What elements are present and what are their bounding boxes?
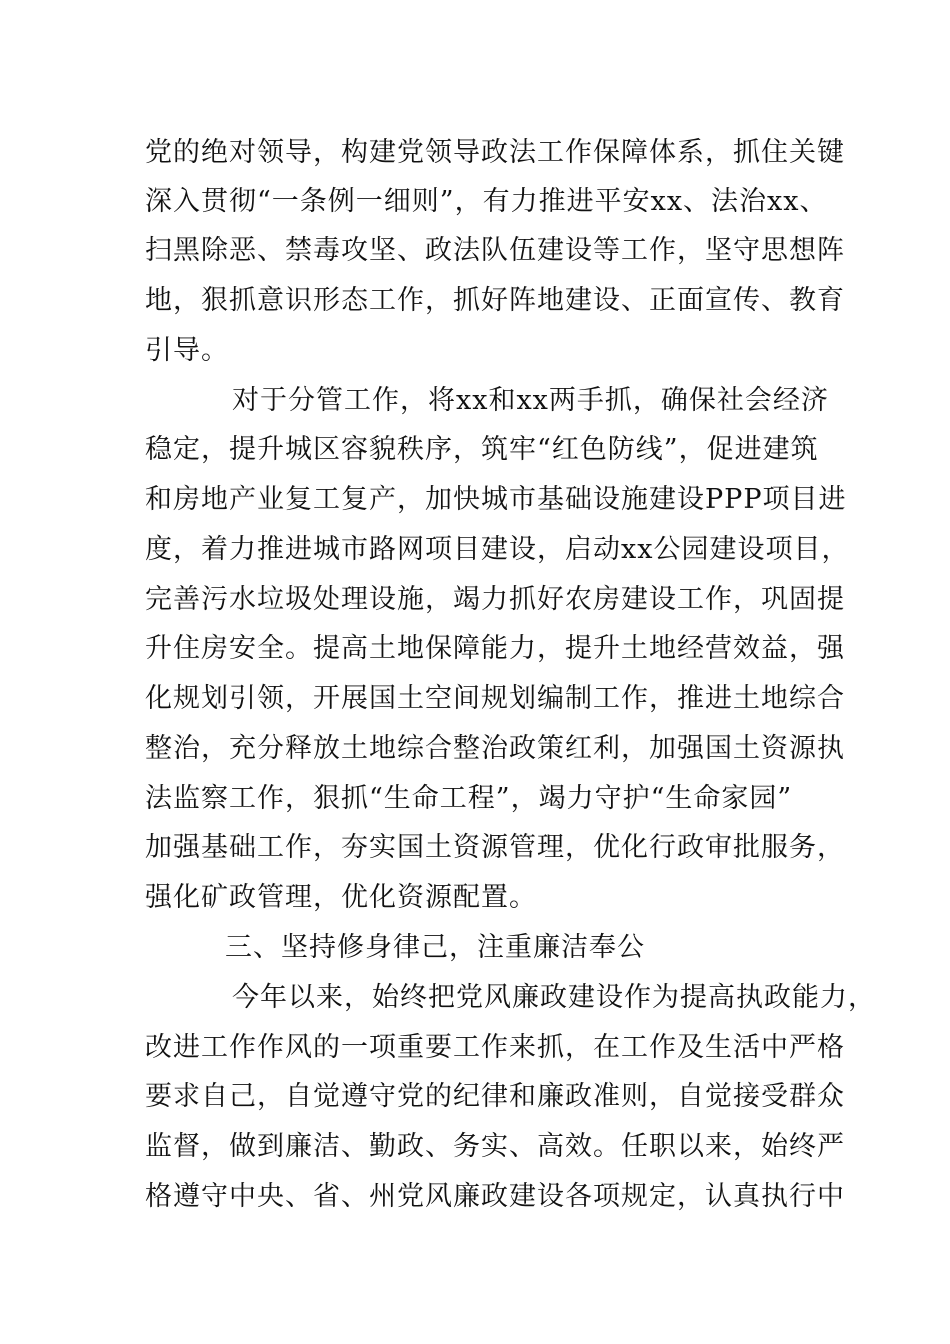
text-line: 深入贯彻“一条例一细则”，有力推进平安xx、法治xx、 <box>145 186 828 217</box>
text-line: 引导。 <box>145 335 229 366</box>
text-line: 地，狠抓意识形态工作，抓好阵地建设、正面宣传、教育 <box>145 285 845 316</box>
text-line: 格遵守中央、省、州党风廉政建设各项规定，认真执行中 <box>145 1181 845 1212</box>
text-line: 升住房安全。提高土地保障能力，提升土地经营效益，强 <box>145 633 845 664</box>
text-line: 化规划引领，开展国土空间规划编制工作，推进土地综合 <box>145 683 845 714</box>
text-line: 度，着力推进城市路网项目建设，启动xx公园建设项目， <box>145 534 850 565</box>
text-line: 要求自己，自觉遵守党的纪律和廉政准则，自觉接受群众 <box>145 1081 845 1112</box>
text-line: 强化矿政管理，优化资源配置。 <box>145 882 537 913</box>
text-line: 法监察工作，狠抓“生命工程”，竭力守护“生命家园” <box>145 783 793 814</box>
text-line: 完善污水垃圾处理设施，竭力抓好农房建设工作，巩固提 <box>145 584 845 615</box>
paragraph-start-line: 今年以来，始终把党风廉政建设作为提高执政能力， <box>232 982 876 1013</box>
text-line: 整治，充分释放土地综合整治政策红利，加强国土资源执 <box>145 733 845 764</box>
text-line: 监督，做到廉洁、勤政、务实、高效。任职以来，始终严 <box>145 1131 845 1162</box>
text-line: 党的绝对领导，构建党领导政法工作保障体系，抓住关键 <box>145 137 845 168</box>
paragraph-start-line: 对于分管工作，将xx和xx两手抓，确保社会经济 <box>232 385 829 416</box>
text-line: 和房地产业复工复产，加快城市基础设施建设PPP项目进 <box>145 484 847 515</box>
text-line: 改进工作作风的一项重要工作来抓，在工作及生活中严格 <box>145 1032 845 1063</box>
text-line: 加强基础工作，夯实国土资源管理，优化行政审批服务， <box>145 832 845 863</box>
text-line: 稳定，提升城区容貌秩序，筑牢“红色防线”，促进建筑 <box>145 434 819 465</box>
text-line: 扫黑除恶、禁毒攻坚、政法队伍建设等工作，坚守思想阵 <box>145 235 845 266</box>
section-heading: 三、坚持修身律己，注重廉洁奉公 <box>225 932 645 963</box>
